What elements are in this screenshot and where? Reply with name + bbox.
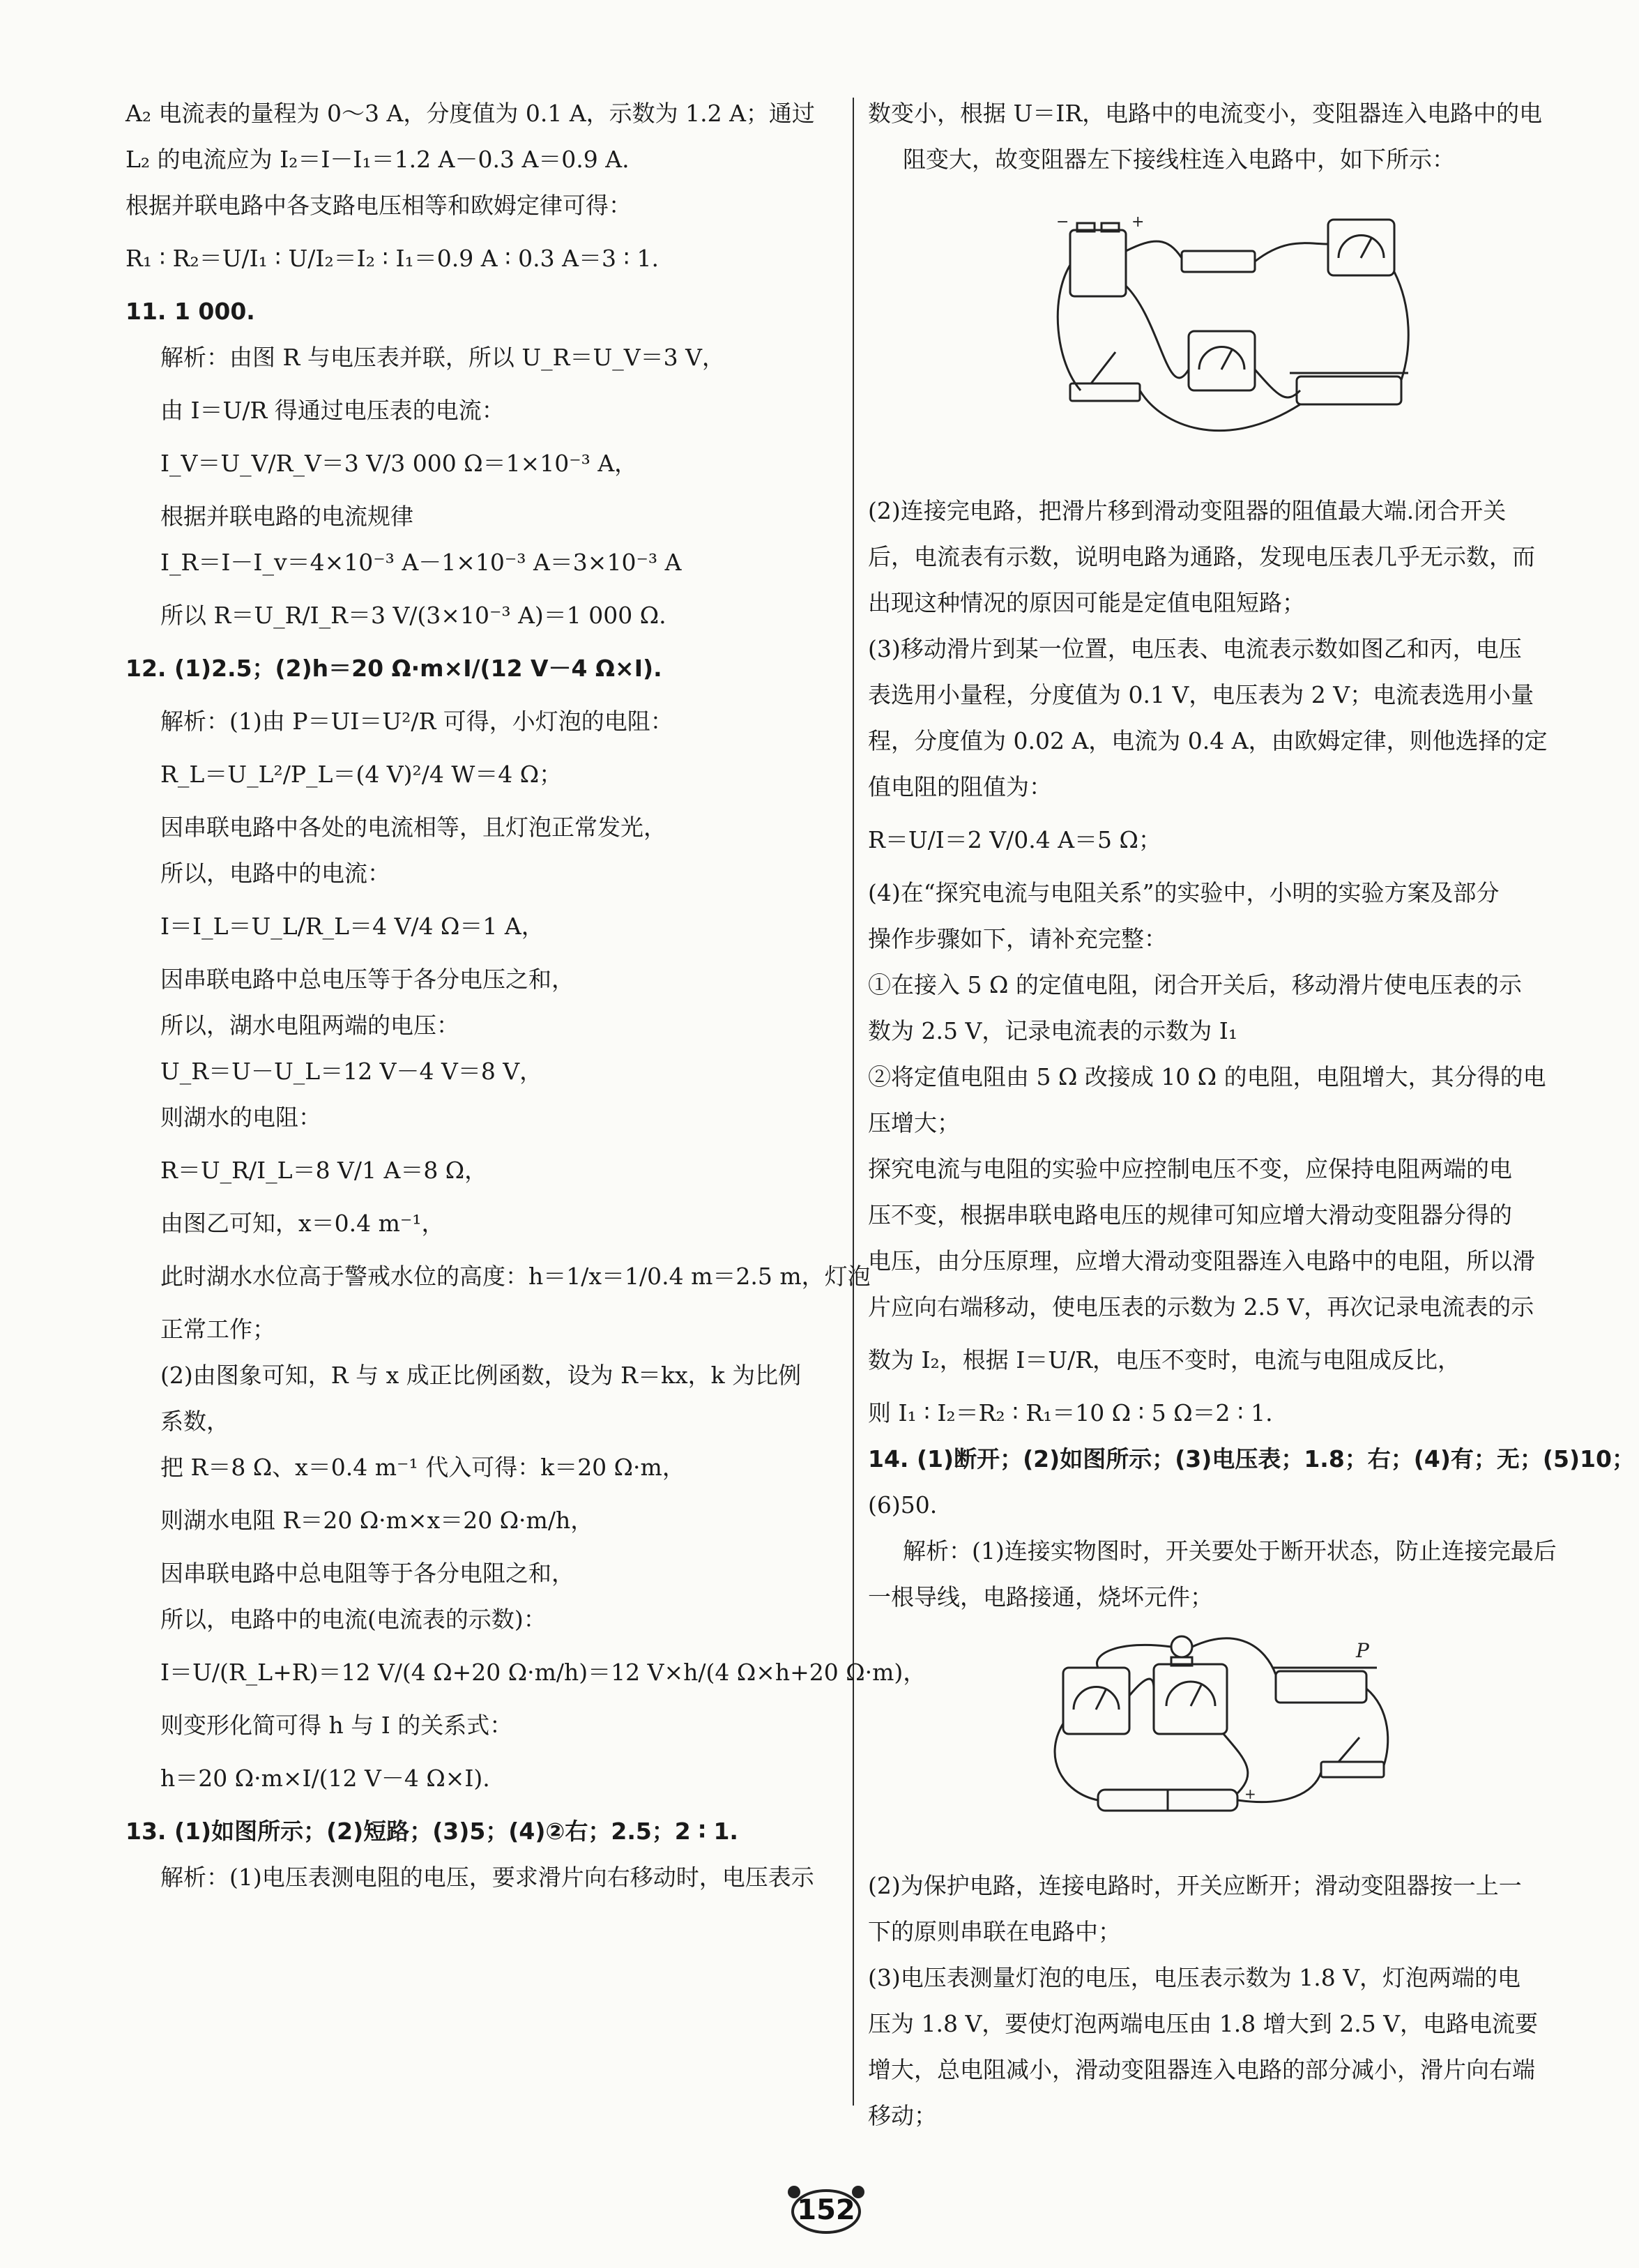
- text-line: (6)50.: [868, 1491, 938, 1519]
- formula-line: I＝I_L＝U_L/R_L＝4 V/4 Ω＝1 A，: [160, 913, 544, 940]
- text-line: (2)连接完电路，把滑片移到滑动变阻器的阻值最大端.闭合开关: [868, 497, 1507, 524]
- formula-line: R_L＝U_L²/P_L＝(4 V)²/4 W＝4 Ω；: [160, 761, 563, 788]
- text-line: 探究电流与电阻的实验中应控制电压不变，应保持电阻两端的电: [868, 1155, 1512, 1182]
- text-line: L₂ 的电流应为 I₂＝I－I₁＝1.2 A－0.3 A＝0.9 A.: [125, 146, 630, 173]
- switch-icon: [1321, 1762, 1384, 1777]
- column-divider: [853, 98, 854, 2106]
- text-line: 表选用小量程，分度值为 0.1 V，电压表为 2 V；电流表选用小量: [868, 681, 1534, 708]
- text-line: 一根导线，电路接通，烧坏元件；: [868, 1583, 1213, 1611]
- right-column: [868, 91, 1635, 2139]
- resistor-icon: [1182, 251, 1255, 272]
- text-line: 解析：(1)电压表测电阻的电压，要求滑片向右移动时，电压表示: [160, 1864, 814, 1891]
- text-line: 下的原则串联在电路中；: [868, 1918, 1121, 1945]
- text-line: (2)由图象可知，R 与 x 成正比例函数，设为 R＝kx，k 为比例: [160, 1362, 802, 1389]
- formula-line: 则 I₁ ∶ I₂＝R₂ ∶ R₁＝10 Ω ∶ 5 Ω＝2 ∶ 1.: [868, 1399, 1273, 1426]
- voltmeter-icon: [1328, 220, 1394, 275]
- page-number-text: 152: [797, 2194, 855, 2226]
- battery-icon: [1070, 230, 1126, 296]
- circuit-diagram-1: [1049, 195, 1412, 460]
- text-line: 电压，由分压原理，应增大滑动变阻器连入电路中的电阻，所以滑: [868, 1247, 1535, 1274]
- text-line: 移动；: [868, 2102, 937, 2129]
- text-line: 操作步骤如下，请补充完整：: [868, 925, 1167, 952]
- svg-text:+: +: [1131, 213, 1145, 231]
- question-11-answer: 11. 1 000.: [125, 298, 255, 325]
- text-line: 所以，湖水电阻两端的电压：: [160, 1012, 459, 1039]
- text-line: 则湖水的电阻：: [160, 1104, 321, 1131]
- formula-line: R＝U/I＝2 V/0.4 A＝5 Ω；: [868, 826, 1161, 853]
- text-line: A₂ 电流表的量程为 0～3 A，分度值为 0.1 A，示数为 1.2 A；通过: [125, 100, 815, 127]
- text-line: 压增大；: [868, 1109, 960, 1136]
- ammeter-icon: [1189, 331, 1255, 390]
- ammeter-icon: [1063, 1668, 1129, 1734]
- bulb-icon: [1171, 1636, 1192, 1657]
- text-line: (4)在“探究电流与电阻关系”的实验中，小明的实验方案及部分: [868, 879, 1500, 906]
- text-line: 数为 2.5 V，记录电流表的示数为 I₁: [868, 1017, 1238, 1044]
- text-line: 因串联电路中总电阻等于各分电阻之和，: [160, 1560, 574, 1587]
- voltmeter-icon: [1154, 1664, 1227, 1734]
- formula-line: R₁ ∶ R₂＝U/I₁ ∶ U/I₂＝I₂ ∶ I₁＝0.9 A ∶ 0.3 A＝3 ∶ 1.: [125, 245, 659, 272]
- text-line: (2)为保护电路，连接电路时，开关应断开；滑动变阻器按一上一: [868, 1872, 1522, 1899]
- text-line: 把 R＝8 Ω、x＝0.4 m⁻¹ 代入可得：k＝20 Ω·m，: [160, 1454, 685, 1481]
- text-line: 压为 1.8 V，要使灯泡两端电压由 1.8 增大到 2.5 V，电路电流要: [868, 2010, 1539, 2037]
- formula-line: R＝U_R/I_L＝8 V/1 A＝8 Ω，: [160, 1157, 488, 1184]
- svg-text:+: +: [1244, 1786, 1256, 1802]
- formula-line: 则湖水电阻 R＝20 Ω·m×x＝20 Ω·m/h，: [160, 1507, 594, 1534]
- text-line: ①在接入 5 Ω 的定值电阻，闭合开关后，移动滑片使电压表的示: [868, 971, 1522, 998]
- text-line: 数变小，根据 U＝IR，电路中的电流变小，变阻器连入电路中的电: [868, 100, 1543, 127]
- text-line: 系数，: [160, 1408, 229, 1435]
- text-line: 程，分度值为 0.02 A，电流为 0.4 A，由欧姆定律，则他选择的定: [868, 727, 1548, 754]
- text-line: 所以，电路中的电流(电流表的示数)：: [160, 1606, 547, 1633]
- text-line: 此时湖水水位高于警戒水位的高度：h＝1/x＝1/0.4 m＝2.5 m，灯泡: [160, 1263, 871, 1290]
- formula-line: 所以 R＝U_R/I_R＝3 V/(3×10⁻³ A)＝1 000 Ω.: [160, 602, 666, 629]
- text-line: 所以，电路中的电流：: [160, 860, 390, 887]
- text-line: 片应向右端移动，使电压表的示数为 2.5 V，再次记录电流表的示: [868, 1293, 1534, 1321]
- text-line: (3)移动滑片到某一位置，电压表、电流表示数如图乙和丙，电压: [868, 635, 1522, 662]
- text-line: ②将定值电阻由 5 Ω 改接成 10 Ω 的电阻，电阻增大，其分得的电: [868, 1063, 1546, 1090]
- text-line: 阻变大，故变阻器左下接线柱连入电路中，如下所示：: [903, 146, 1455, 173]
- formula-line: I_V＝U_V/R_V＝3 V/3 000 Ω＝1×10⁻³ A，: [160, 450, 638, 477]
- text-line: 则变形化简可得 h 与 I 的关系式：: [160, 1712, 513, 1739]
- text-line: 正常工作；: [160, 1316, 275, 1343]
- question-13-answer: 13. (1)如图所示；(2)短路；(3)5；(4)②右；2.5；2 ∶ 1.: [125, 1818, 738, 1845]
- slider-label: P: [1356, 1639, 1369, 1662]
- text-line: (3)电压表测量灯泡的电压，电压表示数为 1.8 V，灯泡两端的电: [868, 1964, 1521, 1991]
- question-14-answer: 14. (1)断开；(2)如图所示；(3)电压表；1.8；右；(4)有；无；(5)10；: [868, 1445, 1635, 1472]
- text-line: 解析：(1)连接实物图时，开关要处于断开状态，防止连接完最后: [903, 1537, 1557, 1565]
- formula-line: I＝U/(R_L+R)＝12 V/(4 Ω+20 Ω·m/h)＝12 V×h/(4 Ω×h+20 Ω·m)，: [160, 1659, 927, 1686]
- rheostat-icon: [1297, 376, 1401, 404]
- rheostat-icon: [1276, 1671, 1366, 1703]
- text-line: 因串联电路中总电压等于各分电压之和，: [160, 966, 574, 993]
- switch-icon: [1070, 383, 1140, 401]
- text-line: 根据并联电路中各支路电压相等和欧姆定律可得：: [125, 192, 632, 219]
- formula-line: 数为 I₂，根据 I＝U/R，电压不变时，电流与电阻成反比，: [868, 1346, 1461, 1373]
- text-line: 由图乙可知，x＝0.4 m⁻¹，: [160, 1210, 445, 1237]
- formula-line: I_R＝I－I_v＝4×10⁻³ A－1×10⁻³ A＝3×10⁻³ A: [160, 549, 682, 576]
- text-line: 根据并联电路的电流规律: [160, 503, 413, 530]
- svg-text:−: −: [1056, 213, 1069, 231]
- text-line: 值电阻的阻值为：: [868, 773, 1052, 800]
- formula-line: U_R＝U－U_L＝12 V－4 V＝8 V，: [160, 1058, 543, 1085]
- text-line: 解析：(1)由 P＝UI＝U²/R 可得，小灯泡的电阻：: [160, 708, 673, 735]
- text-line: 解析：由图 R 与电压表并联，所以 U_R＝U_V＝3 V，: [160, 344, 725, 371]
- text-line: 出现这种情况的原因可能是定值电阻短路；: [868, 589, 1305, 616]
- text-line: 由 I＝U/R 得通过电压表的电流：: [160, 397, 505, 424]
- circuit-diagram-2: [1049, 1633, 1398, 1835]
- text-line: 增大，总电阻减小，滑动变阻器连入电路的部分减小，滑片向右端: [868, 2056, 1535, 2083]
- question-12-answer: 12. (1)2.5；(2)h＝20 Ω·m×I/(12 V－4 Ω×I).: [125, 655, 662, 682]
- page-number: [770, 2182, 882, 2238]
- text-line: 后，电流表有示数，说明电路为通路，发现电压表几乎无示数，而: [868, 543, 1535, 570]
- text-line: 因串联电路中各处的电流相等，且灯泡正常发光，: [160, 814, 666, 841]
- formula-line: h＝20 Ω·m×I/(12 V－4 Ω×I).: [160, 1765, 490, 1792]
- text-line: 压不变，根据串联电路电压的规律可知应增大滑动变阻器分得的: [868, 1201, 1512, 1228]
